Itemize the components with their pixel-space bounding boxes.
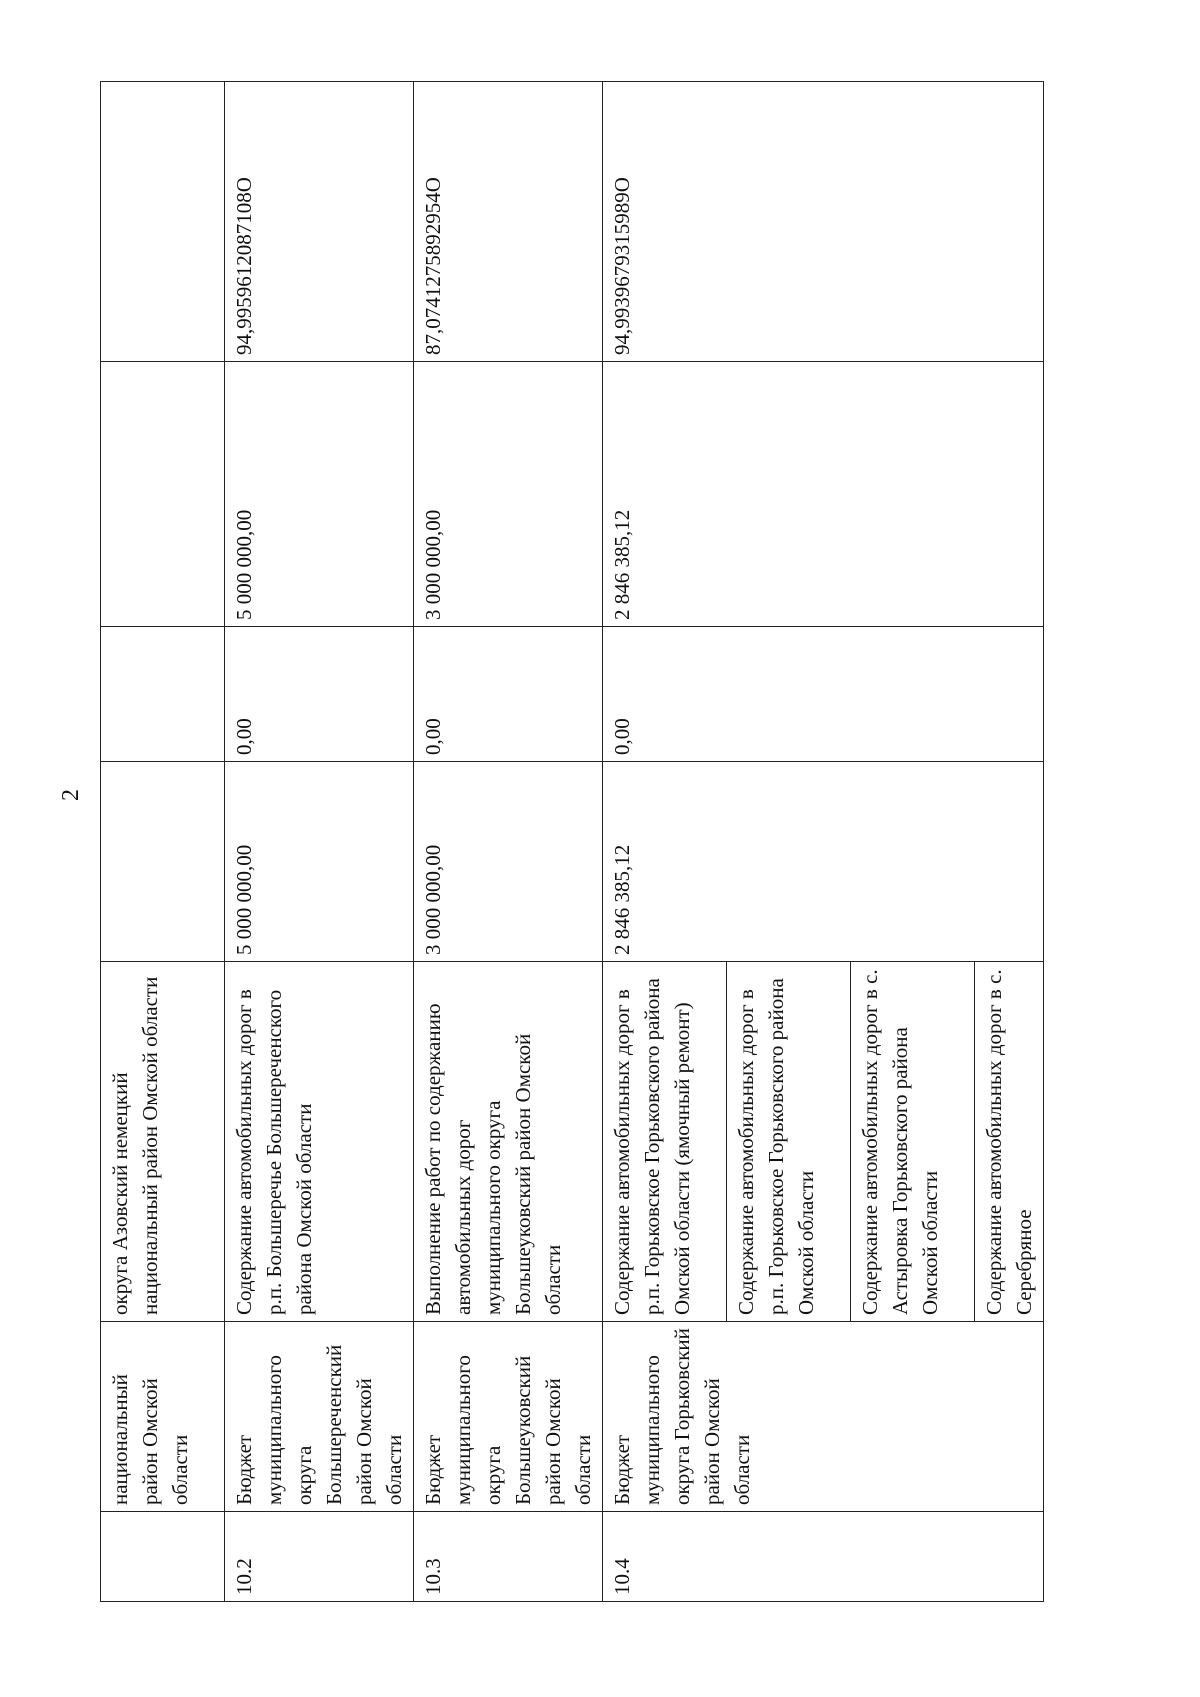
rotated-table-sheet: [100, 82, 1036, 1602]
budget-cell: Бюджет муниципального округа Большереченский район Омской области: [225, 1322, 414, 1512]
object-cell: Содержание автомобильных дорог в с. Серебряное: [975, 962, 1044, 1322]
row-number-cell: 10.4: [603, 1512, 1044, 1602]
amount-total-cell: 5 000 000,00: [225, 762, 414, 962]
page-number: 2: [58, 789, 84, 801]
percent-cell: 87,0741275892954О: [414, 82, 603, 362]
amount-zero-cell: 0,00: [603, 627, 1044, 762]
percent-cell: 94,9939679315989О: [603, 82, 1044, 362]
object-cell: округа Азовский немецкий национальный район Омской области: [101, 962, 225, 1322]
amount-zero-cell: [101, 627, 225, 762]
amount-subsidy-cell: [101, 362, 225, 627]
percent-cell: 94,9959612087108О: [225, 82, 414, 362]
object-cell: Содержание автомобильных дорог в с. Астыровка Горьковского района Омской области: [851, 962, 975, 1322]
budget-cell: Бюджет муниципального округа Горьковский район Омской области: [603, 1322, 1044, 1512]
object-cell: Выполнение работ по содержанию автомобильных дорог муниципального округа Большеуковский район Омской области: [414, 962, 603, 1322]
object-cell: Содержание автомобильных дорог в р.п. Горьковское Горьковского района Омской области: [727, 962, 851, 1322]
table-row: [414, 82, 603, 1602]
amount-subsidy-cell: 2 846 385,12: [603, 362, 1044, 627]
amount-total-cell: 2 846 385,12: [603, 762, 1044, 962]
budget-cell: национальный район Омской области: [101, 1322, 225, 1512]
amount-total-cell: [101, 762, 225, 962]
percent-cell: [101, 82, 225, 362]
row-number-cell: 10.2: [225, 1512, 414, 1602]
row-number-cell: 10.3: [414, 1512, 603, 1602]
object-cell: Содержание автомобильных дорог в р.п. Горьковское Горьковского района Омской области (ямочный ремонт): [603, 962, 727, 1322]
row-number-cell: [101, 1512, 225, 1602]
amount-zero-cell: 0,00: [414, 627, 603, 762]
amount-subsidy-cell: 5 000 000,00: [225, 362, 414, 627]
subsidy-table: [100, 81, 1044, 1602]
object-cell: Содержание автомобильных дорог в р.п. Большеречье Большереченского района Омской области: [225, 962, 414, 1322]
table-row: [603, 82, 727, 1602]
amount-subsidy-cell: 3 000 000,00: [414, 362, 603, 627]
table-row: [101, 82, 225, 1602]
amount-total-cell: 3 000 000,00: [414, 762, 603, 962]
table-row: [225, 82, 414, 1602]
amount-zero-cell: 0,00: [225, 627, 414, 762]
budget-cell: Бюджет муниципального округа Большеуковский район Омской области: [414, 1322, 603, 1512]
